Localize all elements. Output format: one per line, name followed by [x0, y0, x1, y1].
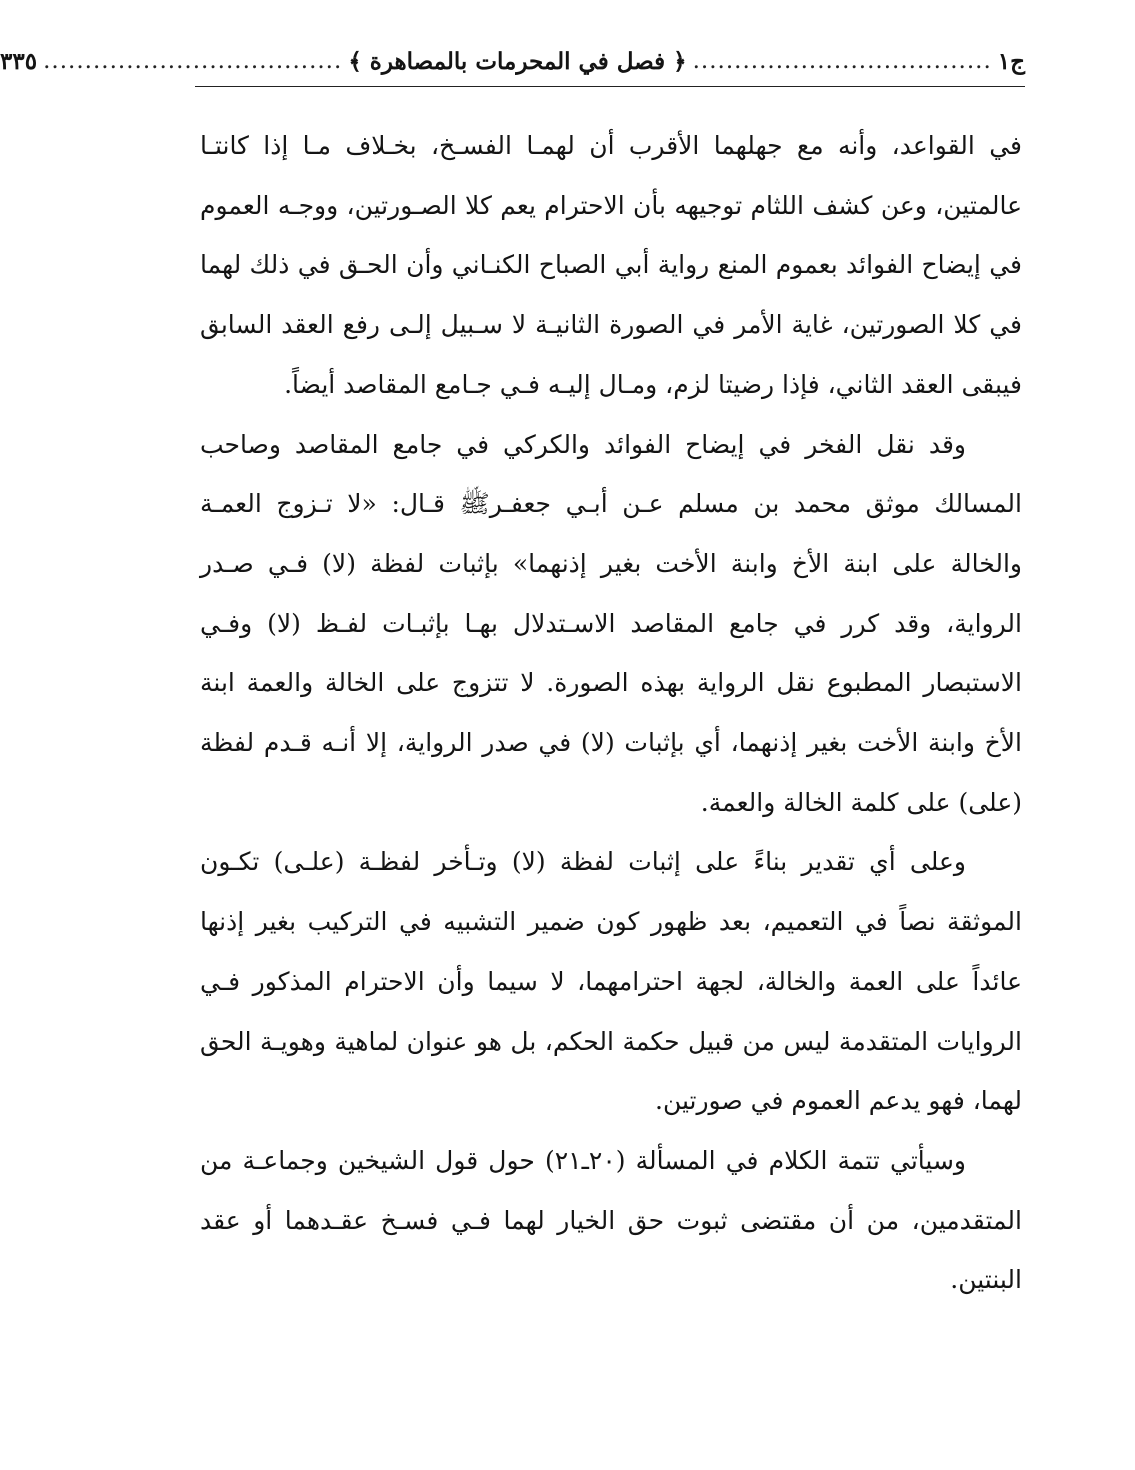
paragraph-3: وعلى أي تقدير بناءً على إثبات لفظة (لا) وتـأخر لفظـة (علـى) تكـون الموثقة نصاً في التعميم، بعد ظهور كون ضمير التشبيه في التركيب بغير إذنها عائداً على العمة والخالة، لجهة احترامهما، لا سيما وأن الاحترام المذكور فـي الروايات المتقدمة ليس من قبيل حكمة الحكم، بل هو عنوان لماهية وهويـة الحق لهما، فهو يدعم العموم في صورتين.: [200, 847, 1022, 1116]
paragraph-1: في القواعد، وأنه مع جهلهما الأقرب أن لهمـا الفسـخ، بخـلاف مـا إذا كانتـا عالمتين، وعن كشف اللثام توجيهه بأن الاحترام يعم كلا الصـورتين، ووجـه العموم في إيضاح الفوائد بعموم المنع رواية أبي الصباح الكنـاني وأن الحـق في ذلك لهما في كلا الصورتين، غاية الأمر في الصورة الثانيـة لا سـبيل إلـى رفع العقد السابق فيبقى العقد الثاني، فإذا رضيتا لزم، ومـال إليـه فـي جـامع المقاصد أيضاً.: [200, 131, 1022, 399]
paragraph-2: وقد نقل الفخر في إيضاح الفوائد والكركي في جامع المقاصد وصاحب المسالك موثق محمد بن مسلم عـن أبـي جعفـرﷺ قـال: «لا تـزوج العمـة والخالة على ابنة الأخ وابنة الأخت بغير إذنهما» بإثبات لفظة (لا) فـي صـدر الرواية، وقد كرر في جامع المقاصد الاسـتدلال بهـا بإثبـات لفـظ (لا) وفـي الاستبصار المطبوع نقل الرواية بهذه الصورة. لا تتزوج على الخالة والعمة ابنة الأخ وابنة الأخت بغير إذنهما، أي بإثبات (لا) في صدر الرواية، إلا أنـه قـدم لفظة (على) على كلمة الخالة والعمة.: [200, 429, 1022, 817]
header-leader-dots-right: ....................................: [692, 48, 992, 74]
body-text: [200, 116, 1022, 1310]
volume-number: ج١: [997, 47, 1025, 75]
page-number: ٣٣٥: [0, 47, 38, 75]
running-header: [0, 38, 1025, 84]
chapter-title: ﴿ فصل في المحرمات بالمصاهرة ﴾: [348, 47, 687, 75]
header-leader-dots-left: ....................................: [43, 48, 343, 74]
header-divider: [195, 86, 1025, 87]
paragraph-4: وسيأتي تتمة الكلام في المسألة (٢٠ـ٢١) حول قول الشيخين وجماعـة من المتقدمين، من أن مقتضى ثبوت حق الخيار لهما فـي فسـخ عقـدهما أو عقد البنتين.: [200, 1145, 1022, 1295]
